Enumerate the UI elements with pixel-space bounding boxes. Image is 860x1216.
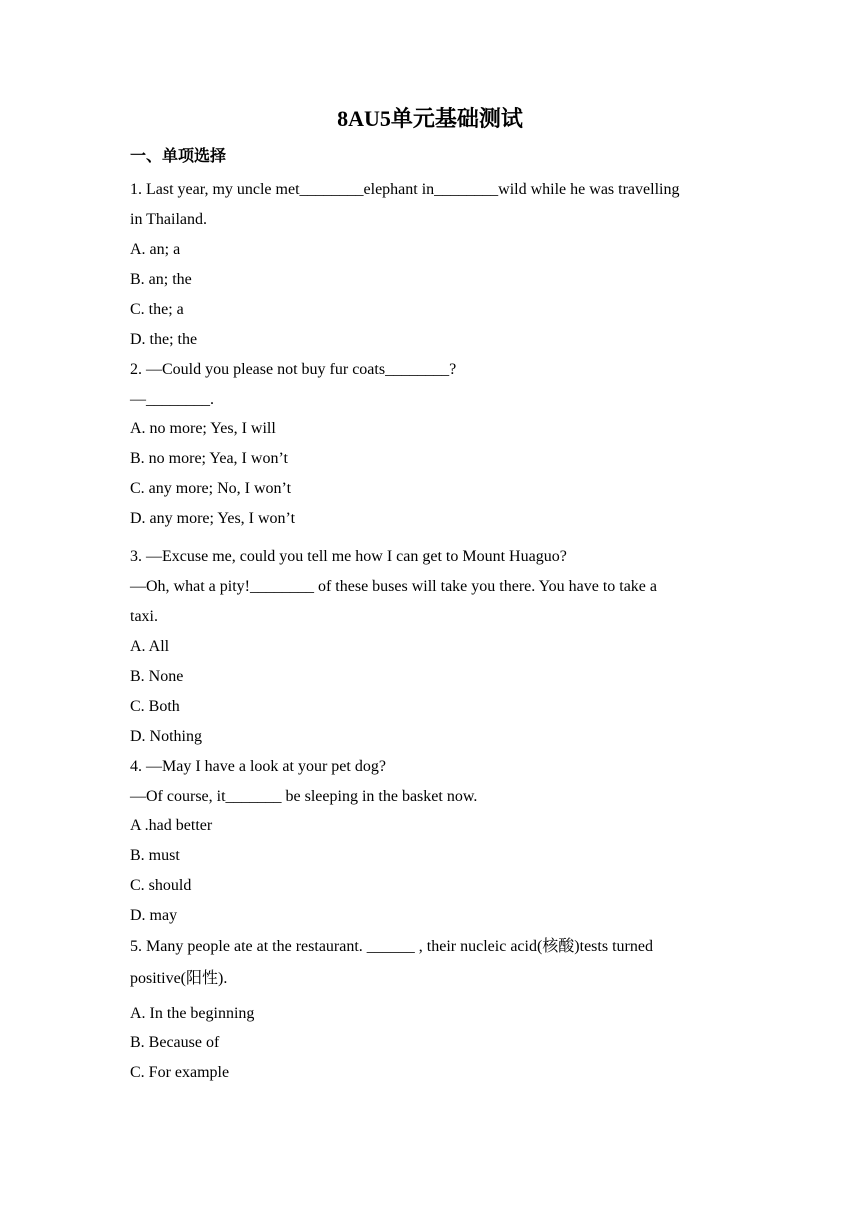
q5-option-a: A. In the beginning — [130, 1005, 255, 1022]
q3-option-d: D. Nothing — [130, 728, 202, 745]
q5-option-c: C. For example — [130, 1064, 230, 1081]
q3-stem-line3: taxi. — [130, 608, 158, 625]
q2-option-c: C. any more; No, I won’t — [130, 480, 292, 497]
q1-option-c: C. the; a — [130, 301, 184, 318]
q4-stem-line2: —Of course, it_______ be sleeping in the basket now. — [130, 788, 478, 805]
q2-stem-line2: —________. — [130, 391, 214, 408]
q3-stem-line2: —Oh, what a pity!________ of these buses will take you there. You have to take a — [130, 578, 658, 595]
q4-option-c: C. should — [130, 877, 192, 894]
q2-stem-line1: 2. —Could you please not buy fur coats________? — [130, 361, 457, 378]
section-heading: 一、单项选择 — [130, 148, 227, 165]
q3-option-b: B. None — [130, 668, 184, 685]
q1-option-b: B. an; the — [130, 271, 192, 288]
q4-stem-line1: 4. —May I have a look at your pet dog? — [130, 758, 386, 775]
document-title: 8AU5单元基础测试 — [337, 106, 523, 131]
q3-stem-line1: 3. —Excuse me, could you tell me how I can get to Mount Huaguo? — [130, 548, 567, 565]
q3-option-c: C. Both — [130, 698, 180, 715]
q2-option-d: D. any more; Yes, I won’t — [130, 510, 296, 527]
q4-option-d: D. may — [130, 907, 178, 924]
q2-option-b: B. no more; Yea, I won’t — [130, 450, 288, 467]
q2-option-a: A. no more; Yes, I will — [130, 420, 276, 437]
q1-stem-line2: in Thailand. — [130, 211, 208, 228]
q3-option-a: A. All — [130, 638, 170, 655]
q5-stem-line2: positive(阳性). — [130, 970, 228, 987]
q4-option-a: A .had better — [130, 817, 213, 834]
q1-stem-line1: 1. Last year, my uncle met________elephant in________wild while he was travelling — [130, 181, 680, 198]
q1-option-a: A. an; a — [130, 241, 181, 258]
q1-option-d: D. the; the — [130, 331, 198, 348]
q5-option-b: B. Because of — [130, 1034, 220, 1051]
q5-stem-line1: 5. Many people ate at the restaurant. ______ , their nucleic acid(核酸)tests turned — [130, 938, 653, 955]
q4-option-b: B. must — [130, 847, 180, 864]
